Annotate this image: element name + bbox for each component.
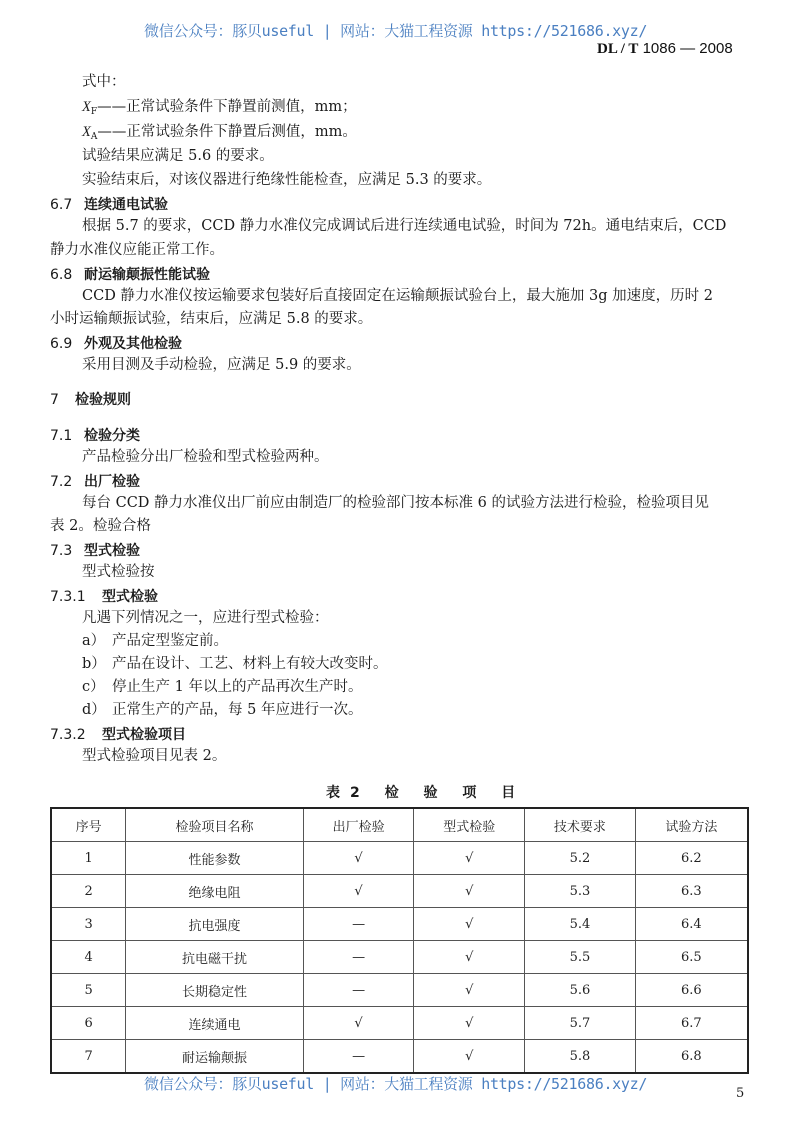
col-header-tech-requirement: 技术要求 [525, 808, 636, 842]
cell-method: 6.6 [635, 974, 748, 1007]
cell-factory: — [303, 974, 414, 1007]
heading-7-2: 7.2 出厂检验 [50, 474, 140, 490]
para-6-7-line2: 静力水准仪应能正常工作。 [50, 242, 224, 258]
heading-6-9: 6.9 外观及其他检验 [50, 336, 182, 352]
col-header-item-name: 检验项目名称 [126, 808, 303, 842]
cell-item-name: 抗电强度 [126, 908, 303, 941]
xf-description: ——正常试验条件下静置前测值，mm； [97, 99, 357, 115]
list-item-d: d） 正常生产的产品，每 5 年应进行一次。 [82, 702, 363, 718]
para-7-2-line2: 表 2。检验合格 [50, 518, 151, 534]
cell-factory: — [303, 941, 414, 974]
cell-type: √ [414, 842, 525, 875]
para-6-7-line1: 根据 5.7 的要求，CCD 静力水准仪完成调试后进行连续通电试验，时间为 72h。通电结束后，CCD [82, 218, 727, 234]
cell-item-name: 连续通电 [126, 1007, 303, 1040]
xf-subscript: F [90, 107, 98, 117]
cell-type: √ [414, 974, 525, 1007]
para-7-3-1-line1: 凡遇下列情况之一，应进行型式检验： [82, 610, 329, 626]
cell-method: 6.5 [635, 941, 748, 974]
cell-type: √ [414, 875, 525, 908]
cell-requirement: 5.3 [525, 875, 636, 908]
cell-item-name: 长期稳定性 [126, 974, 303, 1007]
table-row [51, 1040, 748, 1074]
para-7-3-2-line1: 型式检验项目见表 2。 [82, 748, 227, 764]
cell-method: 6.3 [635, 875, 748, 908]
cell-requirement: 5.8 [525, 1040, 636, 1074]
xa-symbol: X [82, 124, 91, 140]
formula-intro: 式中： [82, 74, 126, 90]
cell-factory: √ [303, 1007, 414, 1040]
watermark-bottom: 微信公众号：豚贝useful | 网站：大猫工程资源 https://521686.xyz/ [144, 1075, 648, 1093]
cell-seq: 1 [51, 842, 126, 875]
standard-code: 1086 — 2008 [642, 40, 733, 57]
standard-number [597, 40, 733, 58]
table-row [51, 875, 748, 908]
para-7-1-line1: 产品检验分出厂检验和型式检验两种。 [82, 449, 329, 465]
para-7-3-line1: 型式检验按 [82, 564, 155, 580]
heading-6-7: 6.7 连续通电试验 [50, 197, 168, 213]
cell-method: 6.8 [635, 1040, 748, 1074]
cell-method: 6.2 [635, 842, 748, 875]
cell-seq: 6 [51, 1007, 126, 1040]
col-header-factory-inspection: 出厂检验 [303, 808, 414, 842]
table-header-row [51, 808, 748, 842]
cell-type: √ [414, 908, 525, 941]
cell-type: √ [414, 1040, 525, 1074]
inspection-items-table [50, 807, 749, 1074]
cell-factory: √ [303, 875, 414, 908]
cell-factory: √ [303, 842, 414, 875]
para-6-8-line1: CCD 静力水准仪按运输要求包装好后直接固定在运输颠振试验台上，最大施加 3g 加速度，历时 2 [82, 288, 713, 304]
xa-subscript: A [90, 132, 98, 142]
para-7-2-line1: 每台 CCD 静力水准仪出厂前应由制造厂的检验部门按本标准 6 的试验方法进行检验，检验项目见 [82, 495, 709, 511]
cell-factory: — [303, 908, 414, 941]
table-row [51, 974, 748, 1007]
cell-seq: 5 [51, 974, 126, 1007]
cell-requirement: 5.5 [525, 941, 636, 974]
cell-item-name: 性能参数 [126, 842, 303, 875]
cell-seq: 3 [51, 908, 126, 941]
heading-6-8: 6.8 耐运输颠振性能试验 [50, 267, 210, 283]
cell-type: √ [414, 941, 525, 974]
table-caption: 表2 检 验 项 目 [326, 785, 526, 801]
cell-seq: 2 [51, 875, 126, 908]
cell-item-name: 耐运输颠振 [126, 1040, 303, 1074]
table-row [51, 908, 748, 941]
table-row [51, 1007, 748, 1040]
cell-method: 6.7 [635, 1007, 748, 1040]
col-header-seq: 序号 [51, 808, 126, 842]
xa-description: ——正常试验条件下静置后测值，mm。 [97, 124, 357, 140]
watermark-top: 微信公众号：豚贝useful | 网站：大猫工程资源 https://521686.xyz/ [144, 22, 648, 40]
list-item-b: b） 产品在设计、工艺、材料上有较大改变时。 [82, 656, 388, 672]
col-header-test-method: 试验方法 [635, 808, 748, 842]
para-6-8-line2: 小时运输颠振试验，结束后，应满足 5.8 的要求。 [50, 311, 373, 327]
standard-prefix: DL / T [597, 41, 639, 57]
col-header-type-inspection: 型式检验 [414, 808, 525, 842]
cell-item-name: 抗电磁干扰 [126, 941, 303, 974]
cell-method: 6.4 [635, 908, 748, 941]
table-row [51, 941, 748, 974]
heading-7-3: 7.3 型式检验 [50, 543, 140, 559]
result-line: 试验结果应满足 5.6 的要求。 [82, 148, 274, 164]
cell-seq: 7 [51, 1040, 126, 1074]
list-item-c: c） 停止生产 1 年以上的产品再次生产时。 [82, 679, 363, 695]
list-item-a: a） 产品定型鉴定前。 [82, 633, 228, 649]
cell-item-name: 绝缘电阻 [126, 875, 303, 908]
heading-7: 7 检验规则 [50, 392, 131, 408]
insulation-line: 实验结束后，对该仪器进行绝缘性能检查，应满足 5.3 的要求。 [82, 172, 492, 188]
cell-seq: 4 [51, 941, 126, 974]
cell-type: √ [414, 1007, 525, 1040]
table-row [51, 842, 748, 875]
cell-requirement: 5.6 [525, 974, 636, 1007]
formula-xa [82, 122, 357, 147]
cell-requirement: 5.2 [525, 842, 636, 875]
page-number: 5 [736, 1086, 745, 1101]
heading-7-1: 7.1 检验分类 [50, 428, 140, 444]
heading-7-3-2: 7.3.2 型式检验项目 [50, 727, 186, 743]
formula-xf [82, 97, 357, 122]
cell-factory: — [303, 1040, 414, 1074]
heading-7-3-1: 7.3.1 型式检验 [50, 589, 158, 605]
cell-requirement: 5.4 [525, 908, 636, 941]
cell-requirement: 5.7 [525, 1007, 636, 1040]
para-6-9-line1: 采用目测及手动检验，应满足 5.9 的要求。 [82, 357, 361, 373]
xf-symbol: X [82, 99, 91, 115]
